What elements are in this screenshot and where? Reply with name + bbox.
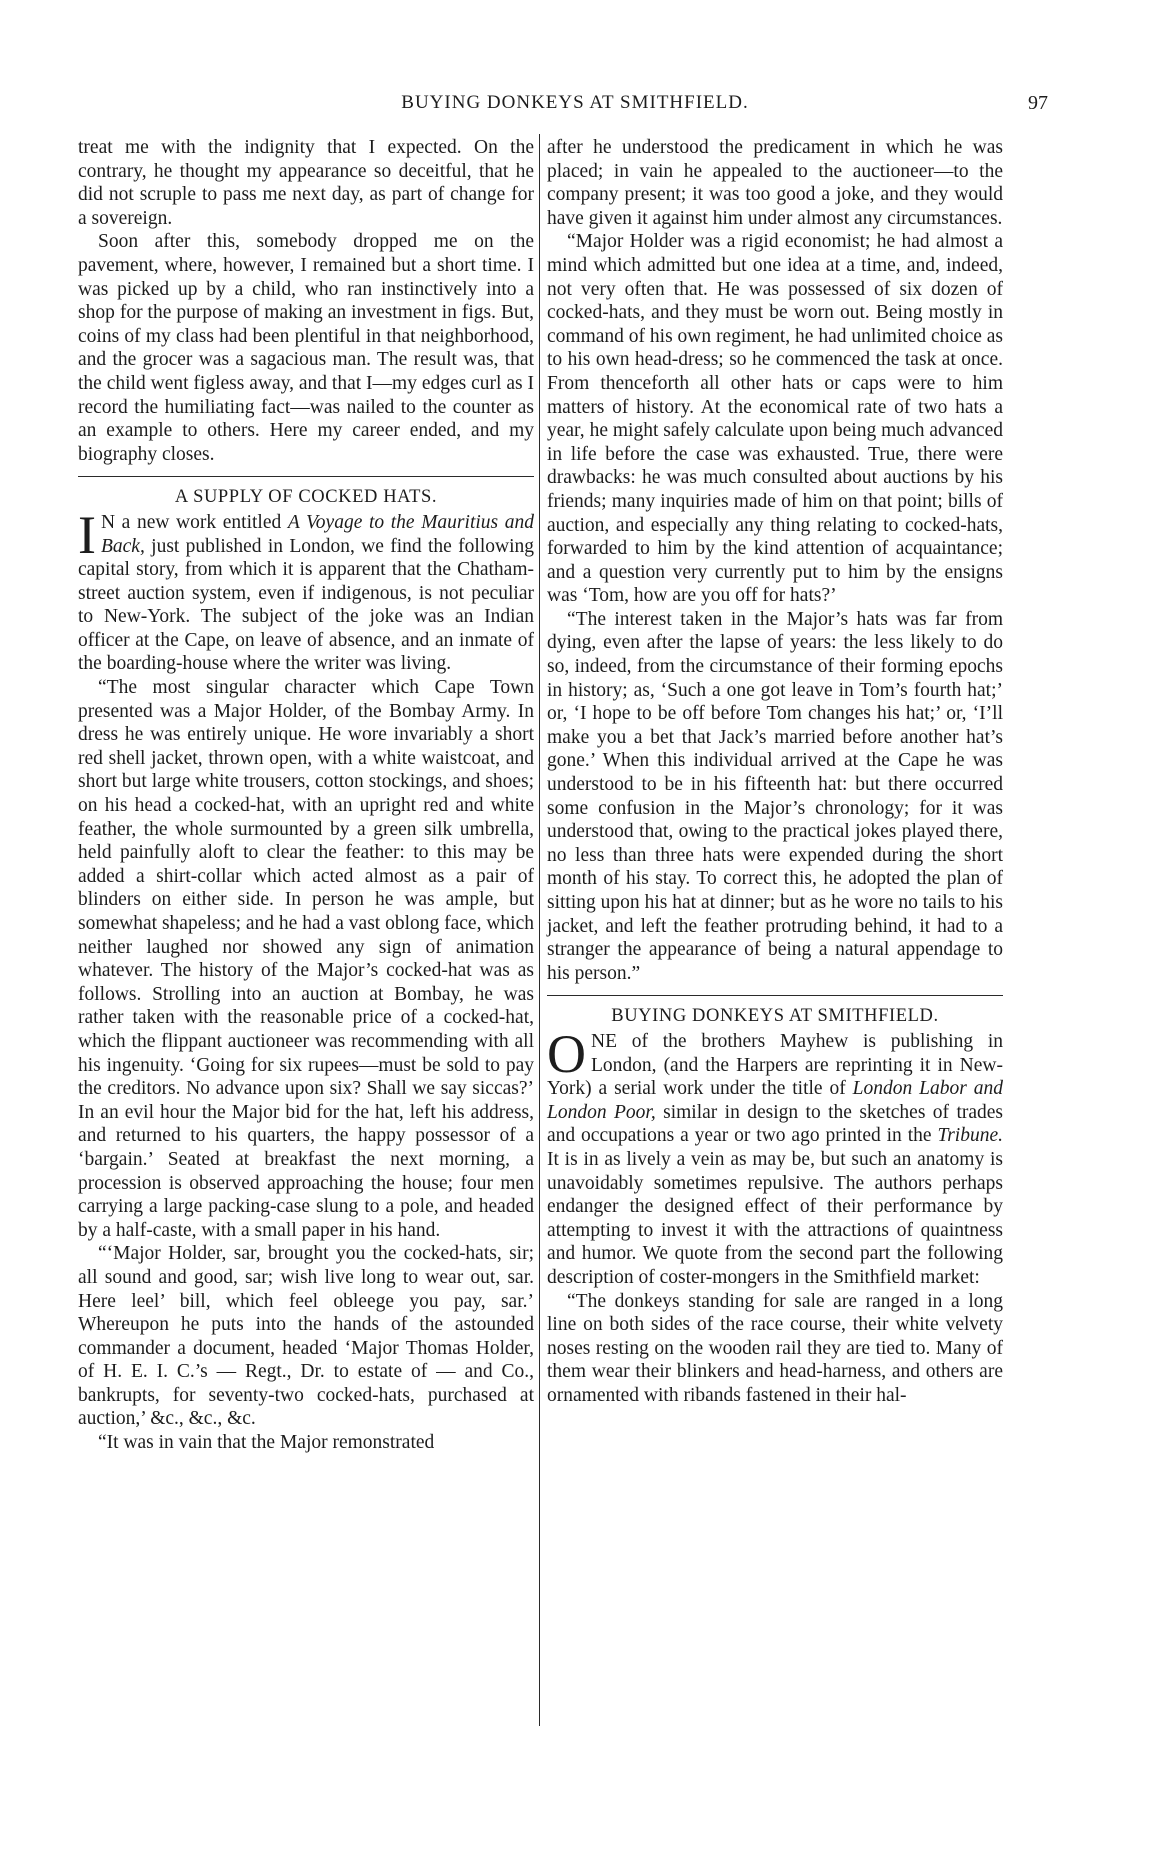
lead-text: similar in design to the sketches of trades and occupations a year or two ago printed in the — [547, 1101, 1004, 1147]
page-header — [70, 92, 1080, 122]
page-number: 97 — [1028, 92, 1048, 114]
left-column — [78, 136, 534, 1455]
lead-text: N a new work entitled — [100, 511, 288, 533]
lead-text: just published in London, we find the following capital story, from which it is apparent that the Chatham-street auction system, even if indigenous, is not peculiar to New-York. The subject of the joke was an Indian officer at the Cape, on leave of absence, and an inmate of the boarding-house where the writer was living. — [78, 535, 534, 675]
book-title: A Voyage to the Mauritius and Back, — [100, 511, 534, 557]
lead-text: NE of the brothers Mayhew is publishing in London, (and the Harpers are reprinting it in New-York) a serial work under the title of — [547, 1030, 1003, 1100]
paragraph: “The interest taken in the Major’s hats was far from dying, even after the lapse of years: the less likely to do so, indeed, from the circumstance of their forming epochs in history; as, ‘Such a one got leave in Tom’s fourth hat;’ or, ‘I hope to be off before Tom changes his hat;’ or, ‘I’ll make you a bet that Jack’s married before another hat’s gone.’ When this individual arrived at the Cape he was understood to be in his fifteenth hat: but there occurred some confusion in the Major’s chronology; for it was understood that, owing to the practical jokes played there, no less than three hats were expended during the short month of his stay. To correct this, he adopted the plan of sitting upon his hat at dinner; but as he wore no tails to his jacket, and left the feather protruding behind, it had to a stranger the appearance of being a natural appendage to his person.” — [547, 608, 1003, 984]
drop-cap: I — [78, 504, 96, 565]
article-title-donkeys: BUYING DONKEYS AT SMITHFIELD. — [611, 1006, 939, 1027]
running-title: BUYING DONKEYS AT SMITHFIELD. — [401, 92, 749, 113]
paragraph: “Major Holder was a rigid economist; he had almost a mind which admitted but one idea at a time, and, indeed, not very often that. He was possessed of six dozen of cocked-hats, and they must be worn out. Being mostly in command of his own regiment, he had unlimited choice as to his own head-dress; so he commenced the task at once. From thenceforth all other hats or caps were to him matters of history. At the economical rate of two hats a year, he might safely calculate upon being much advanced in life before the case was exhausted. True, there were drawbacks: he was much consulted about auctions by his friends; many inquiries made of him on that point; bills of auction, and especially any thing relating to cocked-hats, forwarded to him by the kind attention of acquaintance; and a question very currently put to him by the ensigns was ‘Tom, how are you off for hats?’ — [547, 231, 1003, 607]
newspaper-name: Tribune. — [937, 1125, 1003, 1147]
lead-text: It is in as lively a vein as may be, but such an anatomy is unavoidably sometimes repulsive. The authors perhaps endanger the designed effect of their performance by attempting to invest it with the attractions of quaintness and humor. We quote from the second part the following description of coster-mongers in the Smithfield market: — [547, 1148, 1003, 1288]
paragraph: “The most singular character which Cape Town presented was a Major Holder, of the Bombay Army. In dress he was entirely unique. He wore invariably a short red shell jacket, thrown open, with a white waistcoat, and short but large white trousers, cotton stockings, and shoes; on his head a cocked-hat, with an upright red and white feather, the whole surmounted by a green silk umbrella, held painfully aloft to clear the feather: to this may be added a shirt-collar which acted almost as a pair of blinders on either side. In person he was ample, but somewhat shapeless; and he had a vast oblong face, which neither laughed nor showed any sign of animation whatever. The history of the Major’s cocked-hat was as follows. Strolling into an auction at Bombay, he was rather taken with the reasonable price of a cocked-hat, which the flippant auctioneer was recommending with all his ingenuity. ‘Going for six rupees—must be sold to pay the creditors. No advance upon six? Shall we say siccas?’ In an evil hour the Major bid for the hat, left his address, and returned to his quarters, the happy possessor of a ‘bargain.’ Seated at breakfast the next morning, a procession is observed approaching the house; four men carrying a large packing-case slung to a pole, and headed by a half-caste, with a small paper in his hand. — [78, 677, 534, 1241]
article-lead-paragraph — [547, 1023, 1004, 1290]
paragraph-continued: treat me with the indignity that I expected. On the contrary, he thought my appearance so deceitful, that he did not scruple to pass me next day, as part of change for a sovereign. — [78, 137, 534, 229]
section-divider — [78, 476, 534, 477]
paragraph: “The donkeys standing for sale are ranged in a long line on both sides of the race course, their white velvety noses resting on the wooden rail they are tied to. Many of them wear their blinkers and head-harness, and others are ornamented with ribands fastened in their hal- — [547, 1290, 1003, 1406]
column-divider — [539, 134, 540, 1726]
article-lead-paragraph — [78, 504, 534, 676]
section-divider — [547, 995, 1003, 996]
paragraph: Soon after this, somebody dropped me on the pavement, where, however, I remained but a short time. I was picked up by a child, who ran instinctively into a shop for the purpose of making an investment in figs. But, coins of my class had been plentiful in that neighborhood, and the grocer was a sagacious man. The result was, that the child went figless away, and that I—my edges curl as I record the humiliating fact—was nailed to the counter as an example to others. Here my career ended, and my biography closes. — [78, 231, 534, 465]
book-title: London Labor and London Poor, — [547, 1078, 1004, 1123]
article-title-cocked-hats: A SUPPLY OF COCKED HATS. — [174, 487, 438, 508]
right-column — [547, 136, 1003, 1407]
paragraph: “‘Major Holder, sar, brought you the cocked-hats, sir; all sound and good, sar; wish live long to wear out, sar. Here leel’ bill, which feel obleege you pay, sar.’ Whereupon he puts into the hands of the astounded commander a document, headed ‘Major Thomas Holder, of H. E. I. C.’s — Regt., Dr. to estate of — and Co., bankrupts, for seventy-two cocked-hats, purchased at auction,’ &c., &c., &c. — [78, 1243, 534, 1430]
paragraph: “It was in vain that the Major remonstrated — [98, 1432, 435, 1454]
paragraph-continued: after he understood the predicament in which he was placed; in vain he appealed to the auctioneer—to the company present; it was too good a joke, and they would have given it against him under almost any circumstances. — [547, 137, 1003, 229]
drop-cap: O — [547, 1023, 586, 1084]
